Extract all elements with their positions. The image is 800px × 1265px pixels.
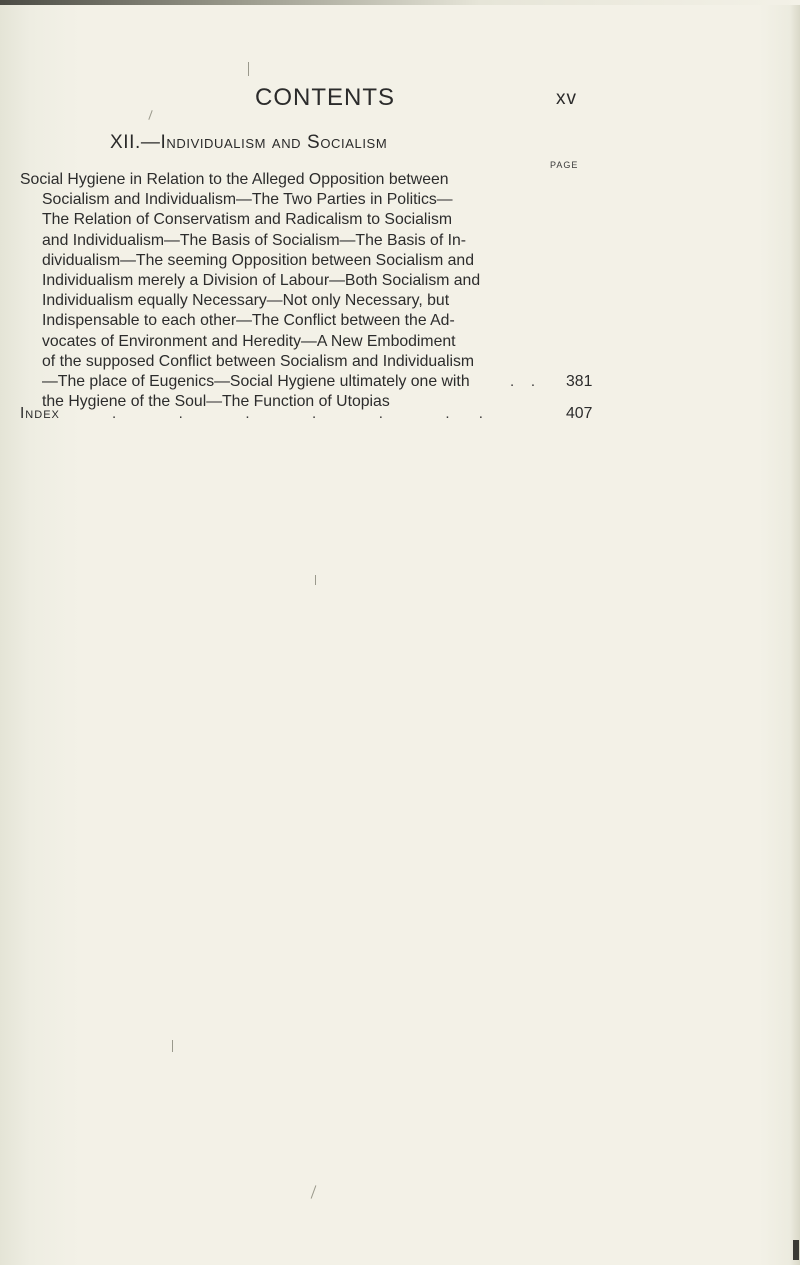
summary-line: The Relation of Conservatism and Radicalism to Socialism <box>42 211 453 229</box>
summary-line: of the supposed Conflict between Socialism and Individualism <box>42 352 475 370</box>
paper-speck <box>172 1040 173 1052</box>
page-column-label: PAGE <box>550 160 579 170</box>
summary-line: vocates of Environment and Heredity—A New Embodiment <box>42 332 456 350</box>
dot-leader: . . . . . . . <box>112 405 483 422</box>
summary-line: dividualism—The seeming Opposition between Socialism and <box>42 251 475 269</box>
summary-line: Indispensable to each other—The Conflict between the Ad- <box>42 312 455 330</box>
top-edge-shadow <box>0 0 800 5</box>
summary-line: Individualism merely a Division of Labour—Both Socialism and <box>42 272 481 290</box>
paper-speck <box>311 1185 317 1198</box>
paper-speck <box>248 62 249 76</box>
summary-line: Individualism equally Necessary—Not only Necessary, but <box>42 292 450 310</box>
paper-speck <box>148 110 152 120</box>
paper-speck <box>315 575 316 585</box>
chapter-summary <box>20 170 580 412</box>
summary-line: —The place of Eugenics—Social Hygiene ultimately one with <box>42 373 470 391</box>
summary-line: the Hygiene of the Soul—The Function of Utopias <box>42 393 390 411</box>
page-edge-mark <box>793 1240 799 1260</box>
index-page-number: 407 <box>566 405 593 422</box>
summary-line: Socialism and Individualism—The Two Parties in Politics— <box>42 191 453 209</box>
running-header-page-number: xv <box>556 88 577 109</box>
summary-line: Social Hygiene in Relation to the Alleged Opposition between <box>20 171 449 188</box>
running-header-title: CONTENTS <box>255 84 395 111</box>
chapter-heading: XII.—Individualism and Socialism <box>110 132 388 153</box>
index-label: Index <box>20 405 60 422</box>
summary-line: and Individualism—The Basis of Socialism—The Basis of In- <box>42 231 467 249</box>
dot-leader: . . <box>510 373 536 390</box>
chapter-page-number: 381 <box>566 373 593 390</box>
